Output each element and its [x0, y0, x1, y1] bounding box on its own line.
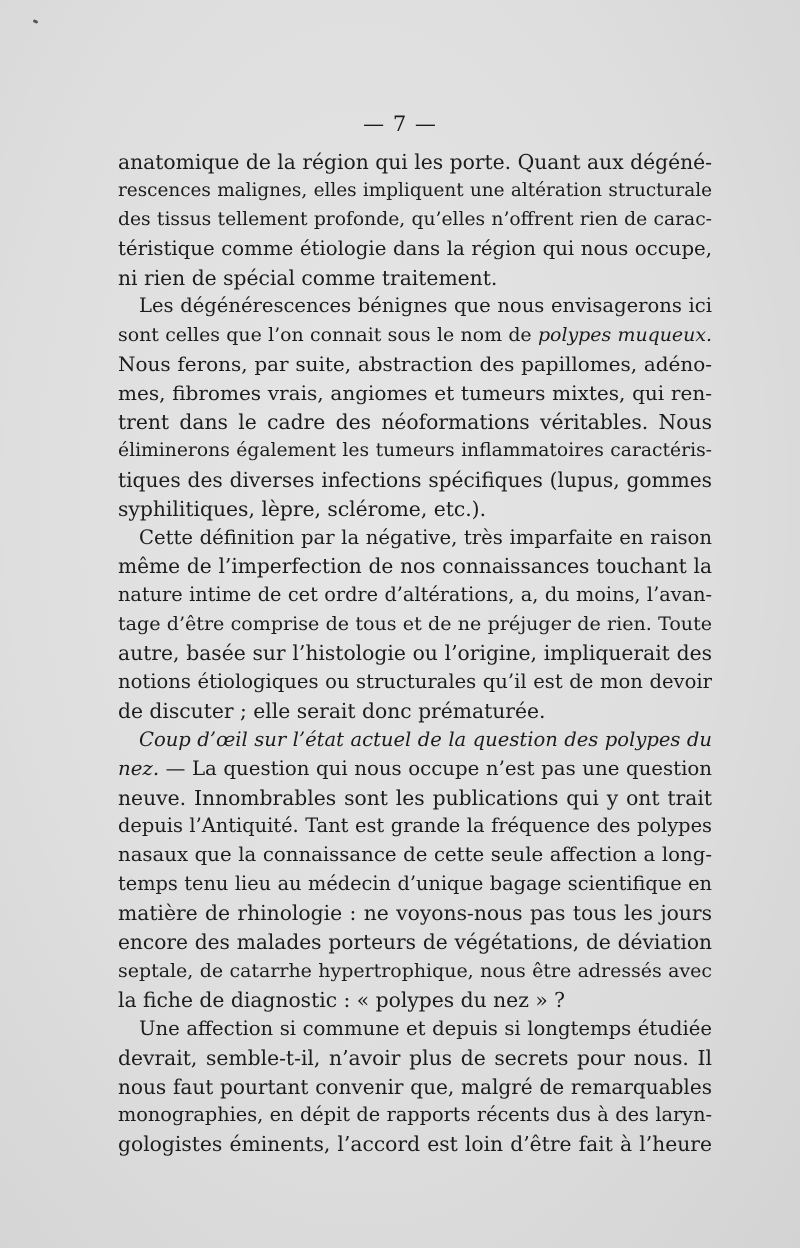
ink-speck: [33, 19, 39, 24]
text-line: tiques des diverses infections spécifiques (lupus, gommes: [118, 467, 712, 492]
text-line: nous faut pourtant convenir que, malgré de remarquables: [118, 1074, 712, 1099]
text-line: nature intime de cet ordre d’altérations, a, du moins, l’avan-: [118, 583, 712, 607]
text-line: septale, de catarrhe hypertrophique, nous être adressés avec: [118, 959, 712, 982]
text-line: nasaux que la connaissance de cette seule affection a long-: [118, 843, 712, 867]
text-line: temps tenu lieu au médecin d’unique bagage scientifique en: [118, 872, 712, 896]
text-line: Une affection si commune et depuis si longtemps étudiée: [139, 1016, 712, 1040]
text-line: nez. — La question qui nous occupe n’est pas une question: [118, 756, 712, 780]
text-line: matière de rhinologie : ne voyons-nous pas tous les jours: [118, 901, 712, 926]
text-line: même de l’imperfection de nos connaissances touchant la: [118, 554, 712, 579]
body-text: [118, 148, 712, 1159]
text-line: autre, basée sur l’histologie ou l’origine, impliquerait des: [118, 641, 712, 666]
text-line: Nous ferons, par suite, abstraction des papillomes, adéno-: [118, 352, 712, 377]
text-line: mes, fibromes vrais, angiomes et tumeurs mixtes, qui ren-: [118, 381, 712, 406]
text-line: téristique comme étiologie dans la région qui nous occupe,: [118, 236, 712, 260]
text-line: Coup d’œil sur l’état actuel de la question des polypes du: [139, 727, 712, 751]
italic-term: polypes muqueux.: [537, 324, 713, 347]
text-line: neuve. Innombrables sont les publications qui y ont trait: [118, 785, 712, 810]
text-line: de discuter ; elle serait donc prématurée.: [118, 698, 546, 723]
text-line: devrait, semble-t-il, n’avoir plus de secrets pour nous. Il: [118, 1045, 712, 1070]
text-line: sont celles que l’on connait sous le nom de polypes muqueux.: [118, 324, 713, 347]
text-line: ni rien de spécial comme traitement.: [118, 265, 498, 290]
text-line: encore des malades porteurs de végétations, de déviation: [118, 930, 712, 955]
text-line: notions étiologiques ou structurales qu’il est de mon devoir: [118, 670, 712, 694]
text-line: syphilitiques, lèpre, sclérome, etc.).: [118, 496, 487, 521]
text-line: gologistes éminents, l’accord est loin d’être fait à l’heure: [118, 1132, 712, 1157]
text-line: Cette définition par la négative, très imparfaite en raison: [139, 525, 712, 549]
text-line: des tissus tellement profonde, qu’elles n’offrent rien de carac-: [118, 208, 712, 230]
text-line: rescences malignes, elles impliquent une altération structurale: [118, 179, 712, 201]
text-line: tage d’être comprise de tous et de ne préjuger de rien. Toute: [118, 613, 712, 636]
page-number: — 7 —: [363, 112, 437, 136]
text-line: anatomique de la région qui les porte. Quant aux dégéné-: [118, 150, 712, 174]
text-line: éliminerons également les tumeurs inflammatoires caractéris-: [118, 439, 712, 461]
text-line: monographies, en dépit de rapports récents dus à des laryn-: [118, 1103, 712, 1127]
italic-heading-end: nez.: [118, 756, 160, 780]
text-line: depuis l’Antiquité. Tant est grande la fréquence des polypes: [118, 814, 712, 838]
text-line: la fiche de diagnostic : « polypes du nez » ?: [118, 987, 566, 1012]
text-line: Les dégénérescences bénignes que nous envisagerons ici: [139, 294, 712, 318]
text-line: trent dans le cadre des néoformations véritables. Nous: [118, 410, 712, 435]
